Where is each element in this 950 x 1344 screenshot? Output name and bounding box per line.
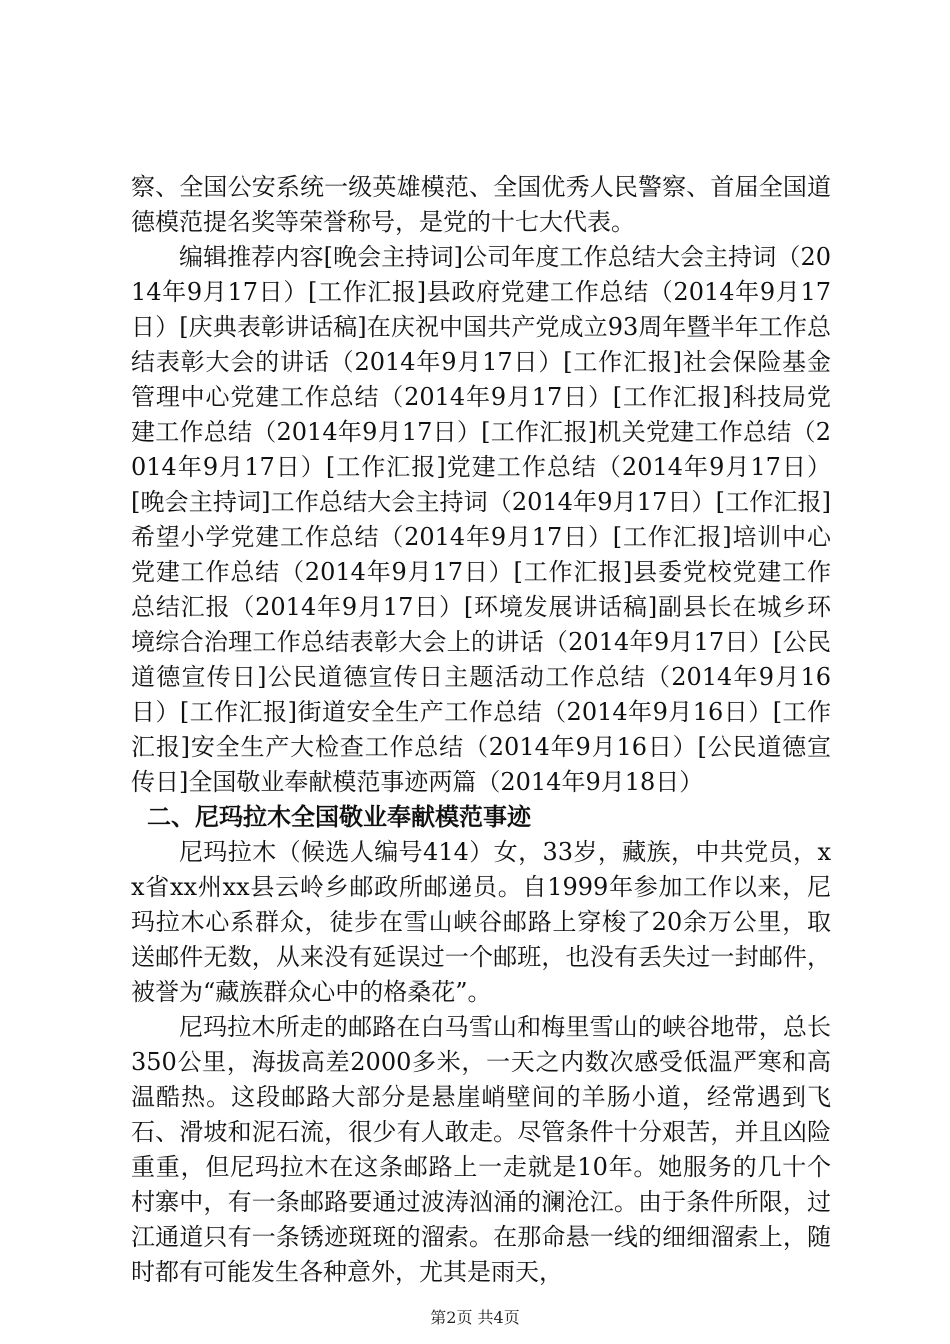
paragraph-recommended-content: 编辑推荐内容[晚会主持词]公司年度工作总结大会主持词（2014年9月17日）[工作汇报]县政府党建工作总结（2014年9月17日）[庆典表彰讲话稿]在庆祝中国共产党成立93周年暨半年工作总结表彰大会的讲话（2014年9月17日）[工作汇报]社会保险基金管理中心党建工作总结（2014年9月17日）[工作汇报]科技局党建工作总结（2014年9月17日）[工作汇报]机关党建工作总结（2014年9月17日）[工作汇报]党建工作总结（2014年9月17日）[晚会主持词]工作总结大会主持词（2014年9月17日）[工作汇报]希望小学党建工作总结（2014年9月17日）[工作汇报]培训中心党建工作总结（2014年9月17日）[工作汇报]县委党校党建工作总结汇报（2014年9月17日）[环境发展讲话稿]副县长在城乡环境综合治理工作总结表彰大会上的讲话（2014年9月17日）[公民道德宣传日]公民道德宣传日主题活动工作总结（2014年9月16日）[工作汇报]街道安全生产工作总结（2014年9月16日）[工作汇报]安全生产大检查工作总结（2014年9月16日）[公民道德宣传日]全国敬业奉献模范事迹两篇（2014年9月18日）: [131, 243, 831, 796]
document-body: [131, 170, 831, 1290]
page-number: 第2页 共4页: [430, 1308, 520, 1327]
paragraph-postal-route: 尼玛拉木所走的邮路在白马雪山和梅里雪山的峡谷地带，总长350公里，海拔高差2000多米，一天之内数次感受低温严寒和高温酷热。这段邮路大部分是悬崖峭壁间的羊肠小道，经常遇到飞石、滑坡和泥石流，很少有人敢走。尽管条件十分艰苦，并且凶险重重，但尼玛拉木在这条邮路上一走就是10年。她服务的几十个村寨中，有一条邮路要通过波涛汹涌的澜沧江。由于条件所限，过江通道只有一条锈迹斑斑的溜索。在那命悬一线的细细溜索上，随时都有可能发生各种意外，尤其是雨天，: [131, 1013, 831, 1286]
paragraph-continued: 察、全国公安系统一级英雄模范、全国优秀人民警察、首届全国道德模范提名奖等荣誉称号，是党的十七大代表。: [131, 173, 831, 236]
page-footer: [0, 1308, 950, 1328]
paragraph-biography: 尼玛拉木（候选人编号414）女，33岁，藏族，中共党员，xx省xx州xx县云岭乡邮政所邮递员。自1999年参加工作以来，尼玛拉木心系群众，徒步在雪山峡谷邮路上穿梭了20余万公里，取送邮件无数，从来没有延误过一个邮班，也没有丢失过一封邮件，被誉为“藏族群众心中的格桑花”。: [131, 838, 831, 1006]
section-heading: 二、尼玛拉木全国敬业奉献模范事迹: [147, 803, 531, 831]
